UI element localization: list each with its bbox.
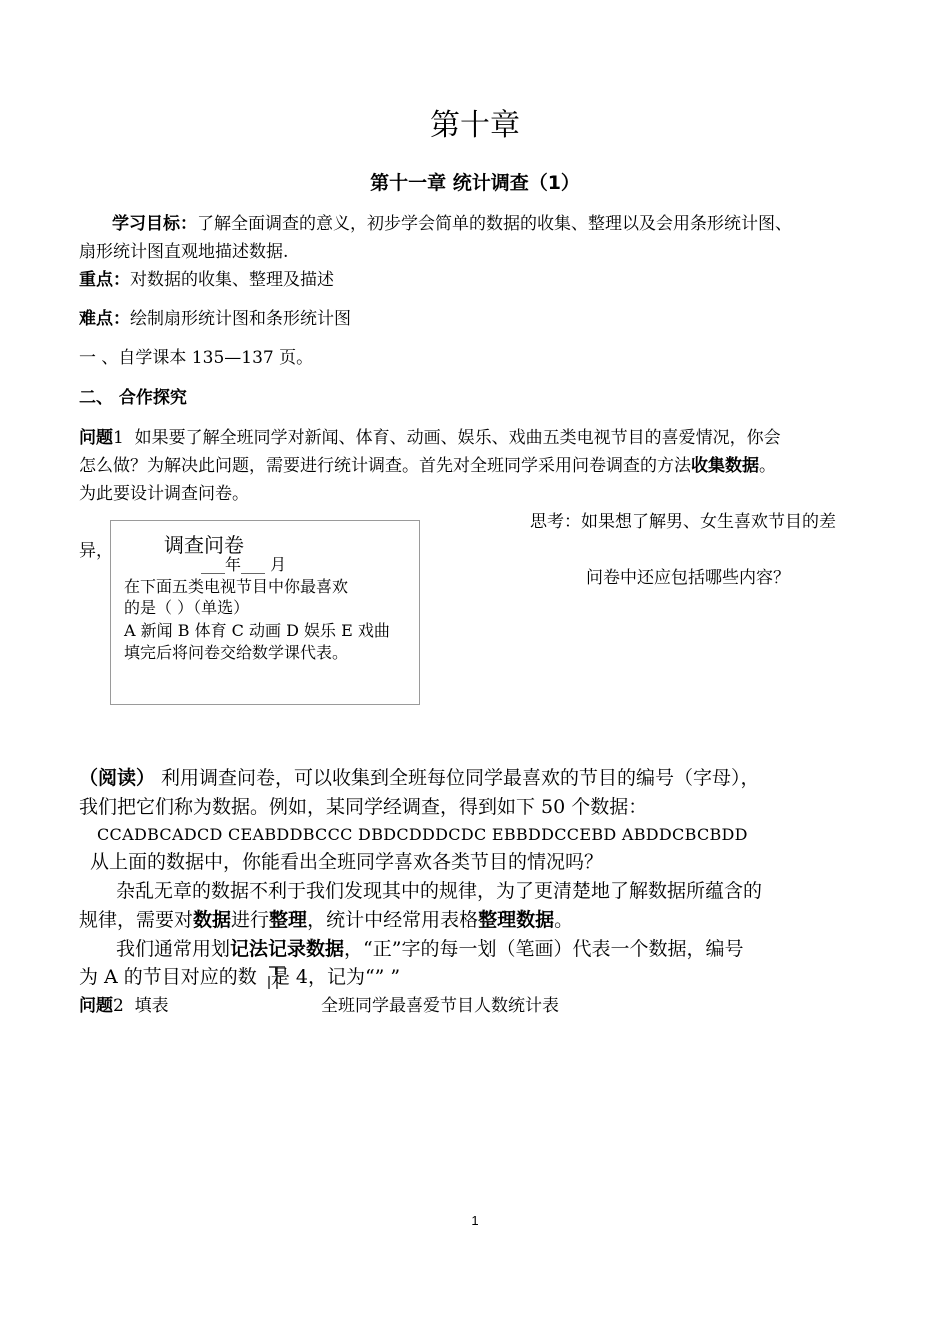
problem1-line1 bbox=[79, 424, 781, 452]
problem2-line bbox=[79, 992, 169, 1020]
problem1-label: 问题 bbox=[79, 428, 113, 448]
questionnaire-box bbox=[110, 520, 420, 705]
section-2: 二、 合作探究 bbox=[79, 388, 187, 408]
collect-data-bold: 收集数据 bbox=[691, 456, 759, 476]
problem1-text-2-end: 。 bbox=[759, 456, 776, 476]
reading-text-6a: 我们通常用划 bbox=[116, 938, 231, 960]
bold-data: 数据 bbox=[193, 909, 232, 931]
key-point-label: 重点： bbox=[79, 270, 130, 290]
objective-line1 bbox=[112, 210, 792, 238]
questionnaire-q1: 在下面五类电视节目中你最喜欢 bbox=[124, 577, 349, 596]
problem1-text-1: 如果要了解全班同学对新闻、体育、动画、娱乐、戏曲五类电视节目的喜爱情况，你会 bbox=[134, 428, 781, 448]
think-line2: 问卷中还应包括哪些内容？ bbox=[586, 568, 790, 588]
reading-text-1: 利用调查问卷，可以收集到全班每位同学最喜欢的节目的编号（字母）， bbox=[155, 767, 760, 789]
reading-label: （阅读） bbox=[79, 767, 156, 789]
reading-line6 bbox=[116, 935, 743, 964]
chapter-title: 第十一章 统计调查（1） bbox=[370, 172, 580, 194]
reading-text-6c: ，“正”字的每一划（笔画）代表一个数据，编号 bbox=[344, 938, 744, 960]
tally-mark-icon bbox=[266, 964, 288, 990]
reading-text-7a: 为 A 的节目对应的数 bbox=[79, 966, 257, 988]
think-line1: 思考：如果想了解男、女生喜欢节目的差 bbox=[530, 512, 836, 532]
reading-line7 bbox=[79, 963, 400, 992]
problem1-text-2: 怎么做？为解决此问题，需要进行统计调查。首先对全班同学采用问卷调查的方法 bbox=[79, 456, 691, 476]
questionnaire-note: 填完后将问卷交给数学课代表。 bbox=[124, 643, 349, 662]
key-point-text: 对数据的收集、整理及描述 bbox=[130, 270, 334, 290]
questionnaire-options: A 新闻 B 体育 C 动画 D 娱乐 E 戏曲 bbox=[124, 621, 390, 640]
reading-text-7b: 是 4，记为“” ” bbox=[270, 966, 401, 988]
questionnaire-title: 调查问卷 bbox=[164, 533, 244, 557]
difficulty bbox=[79, 305, 351, 333]
problem1-num: 1 bbox=[113, 428, 124, 448]
reading-line4: 杂乱无章的数据不利于我们发现其中的规律，为了更清楚地了解数据所蕴含的 bbox=[116, 880, 763, 902]
reading-text-5d: ，统计中经常用表格 bbox=[307, 909, 479, 931]
objective-text-1: 了解全面调查的意义，初步学会简单的数据的收集、整理以及会用条形统计图、 bbox=[197, 214, 792, 234]
difficulty-label: 难点： bbox=[79, 309, 130, 329]
reading-line3: 从上面的数据中，你能看出全班同学喜欢各类节目的情况吗？ bbox=[90, 851, 604, 873]
key-point bbox=[79, 266, 334, 294]
bold-organize-data: 整理数据 bbox=[478, 909, 555, 931]
reading-text-5a: 规律，需要对 bbox=[79, 909, 194, 931]
reading-line2: 我们把它们称为数据。例如，某同学经调查，得到如下 50 个数据： bbox=[79, 796, 648, 818]
problem1-line2 bbox=[79, 452, 776, 480]
problem1-line3: 为此要设计调查问卷。 bbox=[79, 484, 249, 504]
think-line1-cont: 异， bbox=[79, 541, 113, 561]
questionnaire-q2: 的是（ ）（单选） bbox=[124, 598, 250, 617]
reading-text-5e: 。 bbox=[554, 909, 574, 931]
bold-tally-method: 记法记录数据 bbox=[230, 938, 345, 960]
bold-organize: 整理 bbox=[269, 909, 308, 931]
problem2-num: 2 bbox=[113, 996, 124, 1016]
problem2-label: 问题 bbox=[79, 996, 113, 1016]
data-string: CCADBCADCD CEABDDBCCC DBDCDDDCDC EBBDDCCEBD ABDDCBCBDD bbox=[97, 825, 748, 844]
difficulty-text: 绘制扇形统计图和条形统计图 bbox=[130, 309, 351, 329]
table-title: 全班同学最喜爱节目人数统计表 bbox=[321, 996, 559, 1016]
section-1: 一 、自学课本 135—137 页。 bbox=[79, 348, 314, 368]
problem2-text: 填表 bbox=[134, 996, 169, 1016]
objective-label: 学习目标： bbox=[112, 214, 197, 234]
reading-line1 bbox=[79, 764, 760, 793]
questionnaire-date: ___年___ 月 bbox=[201, 555, 287, 574]
objective-line2: 扇形统计图直观地描述数据. bbox=[79, 242, 289, 262]
page-number: 1 bbox=[471, 1213, 479, 1228]
reading-text-5c: 进行 bbox=[231, 909, 270, 931]
page-title: 第十章 bbox=[430, 108, 520, 143]
reading-line5 bbox=[79, 906, 573, 935]
